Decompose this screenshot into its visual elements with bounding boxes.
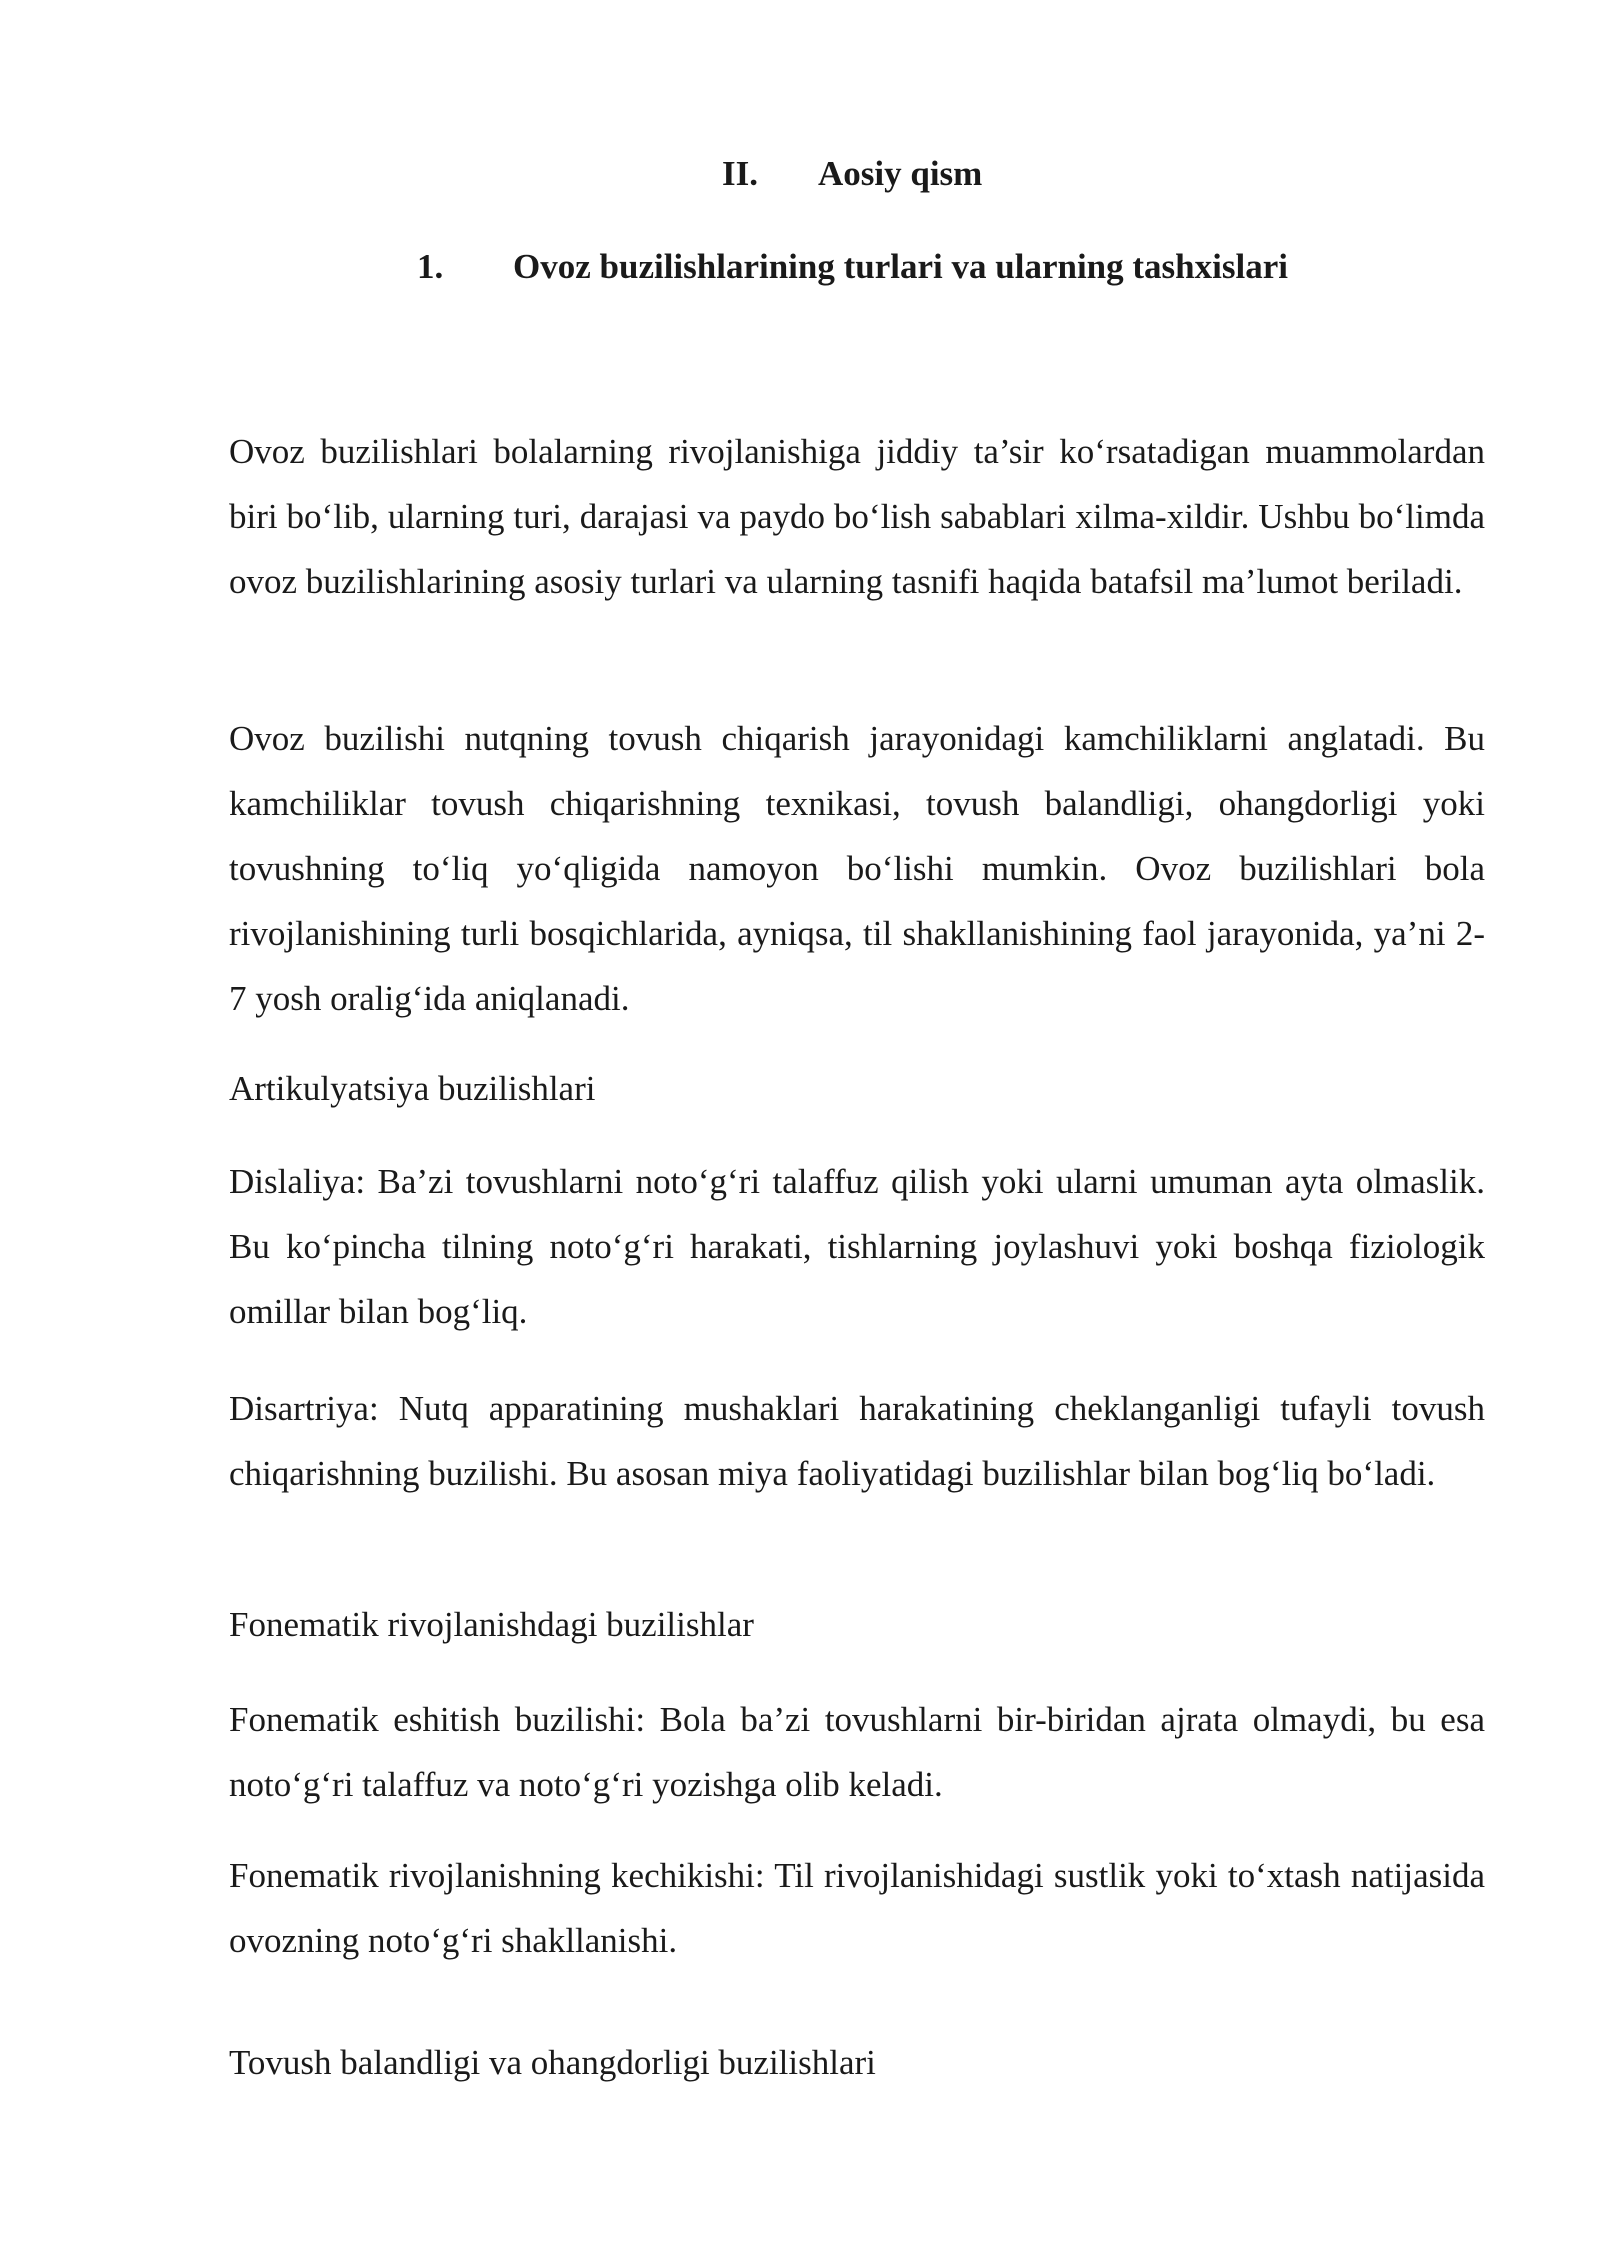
phonemic-hearing-paragraph: Fonematik eshitish buzilishi: Bola ba’zi tovushlarni bir-biridan ajrata olmaydi, bu esa noto‘g‘ri talaffuz va noto‘g‘ri yozishga olib keladi. <box>229 1700 1485 1804</box>
intro-paragraph: Ovoz buzilishlari bolalarning rivojlanishiga jiddiy ta’sir ko‘rsatadigan muammolardan biri bo‘lib, ularning turi, darajasi va paydo bo‘lish sabablari xilma-xildir. Ushbu bo‘limda ovoz buzilishlarining asosiy turlari va ularning tasnifi haqida batafsil ma’lumot beriladi. <box>229 432 1485 601</box>
section-heading <box>722 154 1022 194</box>
section-title: Aosiy qism <box>818 154 983 193</box>
subsection-heading <box>417 247 1367 287</box>
phonemic-heading: Fonematik rivojlanishdagi buzilishlar <box>229 1605 754 1644</box>
dyslalia-paragraph: Dislaliya: Ba’zi tovushlarni noto‘g‘ri talaffuz qilish yoki ularni umuman ayta olmaslik. Bu ko‘pincha tilning noto‘g‘ri harakati, tishlarning joylashuvi yoki boshqa fiziologik omillar bilan bog‘liq. <box>229 1162 1485 1331</box>
phonemic-delay-paragraph: Fonematik rivojlanishning kechikishi: Til rivojlanishidagi sustlik yoki to‘xtash natijasida ovozning noto‘g‘ri shakllanishi. <box>229 1856 1485 1960</box>
subsection-title: Ovoz buzilishlarining turlari va ularning tashxislari <box>513 247 1288 286</box>
dysarthria-paragraph: Disartriya: Nutq apparatining mushaklari harakatining cheklanganligi tufayli tovush chiqarishning buzilishi. Bu asosan miya faoliyatidagi buzilishlar bilan bog‘liq bo‘ladi. <box>229 1389 1485 1493</box>
definition-paragraph: Ovoz buzilishi nutqning tovush chiqarish jarayonidagi kamchiliklarni anglatadi. Bu kamchiliklar tovush chiqarishning texnikasi, tovush balandligi, ohangdorligi yoki tovushning to‘liq yo‘qligida namoyon bo‘lishi mumkin. Ovoz buzilishlari bola rivojlanishining turli bosqichlarida, ayniqsa, til shakllanishining faol jarayonida, ya’ni 2-7 yosh oralig‘ida aniqlanadi. <box>229 719 1485 1018</box>
subsection-number: 1. <box>417 247 444 286</box>
articulation-heading: Artikulyatsiya buzilishlari <box>229 1069 596 1108</box>
pitch-heading: Tovush balandligi va ohangdorligi buzilishlari <box>229 2043 876 2082</box>
section-number: II. <box>722 154 758 193</box>
